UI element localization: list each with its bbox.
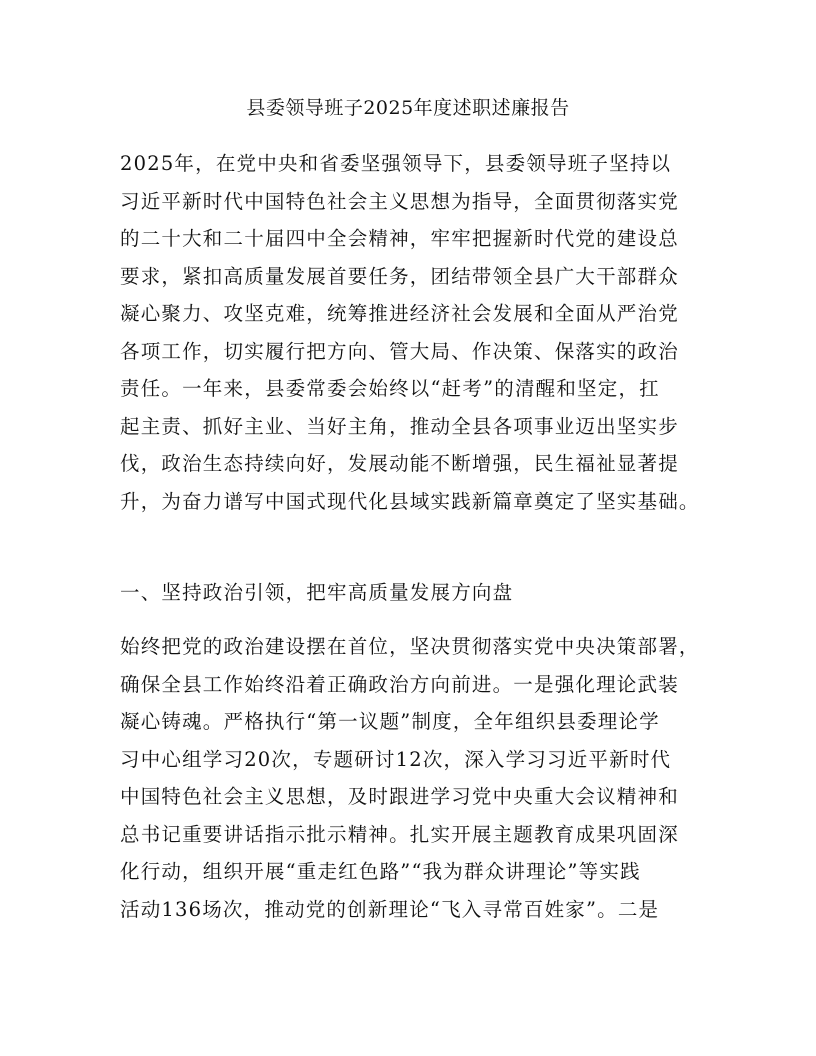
paragraph-line: 始终把党的政治建设摆在首位，坚决贯彻落实党中央决策部署， (120, 635, 700, 658)
paragraph-line: 习近平新时代中国特色社会主义思想为指导，全面贯彻落实党 (120, 189, 679, 213)
paragraph-line: 要求，紧扣高质量发展首要任务，团结带领全县广大干部群众 (120, 264, 679, 288)
paragraph-line: 起主责、抓好主业、当好主角，推动全县各项事业迈出坚实步 (120, 414, 679, 438)
section-heading (120, 574, 700, 612)
paragraph-line: 2025年，在党中央和省委坚强领导下，县委领导班子坚持以 (120, 152, 672, 175)
paragraph-line: 凝心聚力、攻坚克难，统筹推进经济社会发展和全面从严治党 (120, 302, 679, 325)
section-heading-text: 一、坚持政治引领，把牢高质量发展方向盘 (120, 581, 514, 604)
paragraph-line: 的二十大和二十届四中全会精神，牢牢把握新时代党的建设总 (120, 227, 679, 250)
paragraph-line: 化行动，组织开展“重走红色路”“我为群众讲理论”等实践 (120, 860, 641, 883)
paragraph-line: 升，为奋力谱写中国式现代化县域实践新篇章奠定了坚实基础。 (120, 489, 700, 513)
paragraph-line: 总书记重要讲话指示批示精神。扎实开展主题教育成果巩固深 (120, 822, 679, 846)
intro-paragraph (120, 145, 700, 520)
paragraph-line: 伐，政治生态持续向好，发展动能不断增强，民生福祉显著提 (120, 452, 679, 475)
paragraph-line: 习中心组学习20次，专题研讨12次，深入学习习近平新时代 (120, 747, 672, 771)
document-title: 县委领导班子2025年度述职述廉报告 (246, 97, 570, 119)
section-paragraph (120, 628, 700, 928)
paragraph-line: 活动136场次，推动党的创新理论“飞入寻常百姓家”。二是 (120, 897, 660, 921)
paragraph-line: 确保全县工作始终沿着正确政治方向前进。一是强化理论武装 (120, 672, 679, 696)
paragraph-line: 中国特色社会主义思想，及时跟进学习党中央重大会议精神和 (120, 785, 679, 808)
paragraph-line: 各项工作，切实履行把方向、管大局、作决策、保落实的政治 (120, 339, 679, 363)
paragraph-line: 责任。一年来，县委常委会始终以“赶考”的清醒和坚定，扛 (120, 377, 660, 400)
paragraph-line: 凝心铸魂。严格执行“第一议题”制度，全年组织县委理论学 (120, 710, 660, 733)
